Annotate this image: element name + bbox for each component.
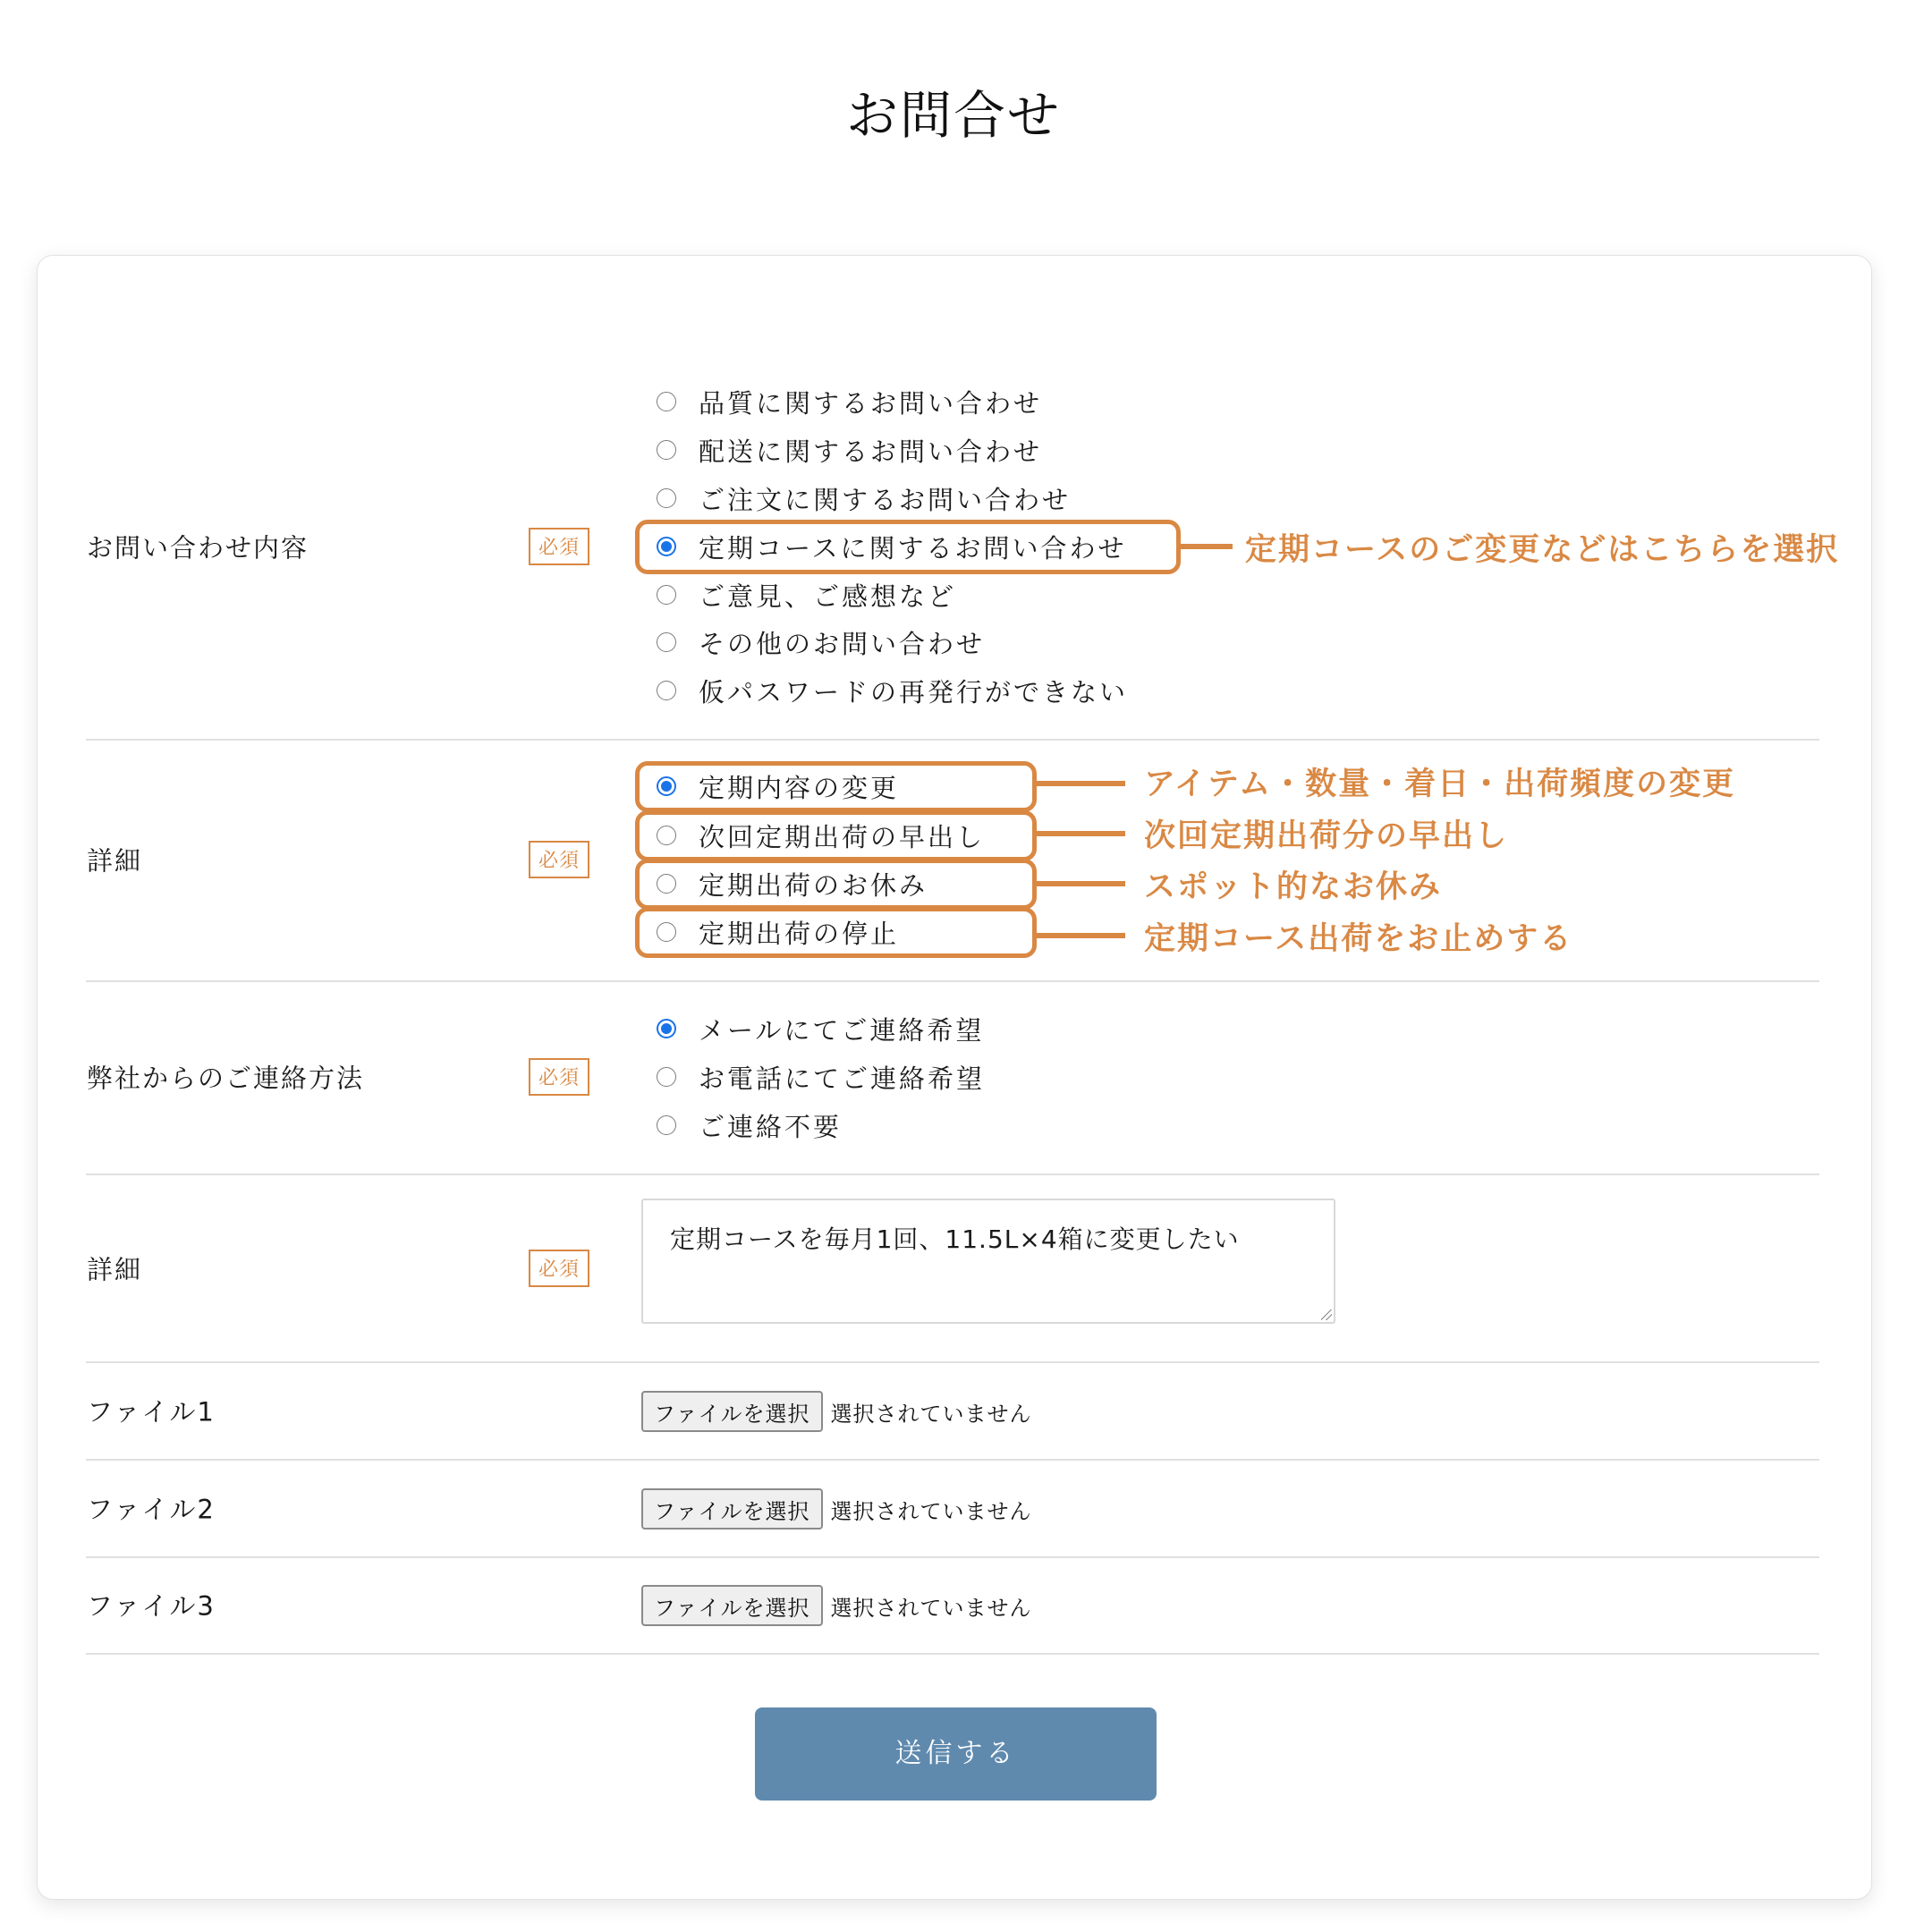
- inquiry-option-delivery[interactable]: [657, 432, 1042, 468]
- radio-button[interactable]: [657, 632, 676, 652]
- annotation-connector: [1036, 781, 1125, 786]
- option-label: その他のお問い合わせ: [699, 628, 986, 659]
- radio-button[interactable]: [657, 392, 676, 411]
- radio-button[interactable]: [657, 585, 676, 605]
- file3-label: ファイル3: [87, 1590, 216, 1622]
- resize-handle-icon[interactable]: [1321, 1309, 1332, 1320]
- highlight-box: [635, 761, 1037, 812]
- annotation-connector: [1036, 933, 1125, 938]
- choose-file-button[interactable]: ファイルを選択: [641, 1585, 823, 1626]
- file3-input[interactable]: [641, 1585, 1032, 1626]
- highlight-box: [635, 907, 1037, 958]
- file-status: 選択されていません: [830, 1498, 1032, 1524]
- highlight-box: [635, 520, 1181, 574]
- radio-button-checked[interactable]: [657, 1019, 676, 1038]
- required-badge: 必須: [529, 1250, 589, 1287]
- option-label: 定期内容の変更: [699, 772, 900, 803]
- row-divider: [86, 1459, 1819, 1461]
- annotation-inquiry-note: 定期コースのご変更などはこちらを選択: [1245, 532, 1840, 568]
- radio-button[interactable]: [657, 440, 676, 460]
- highlight-box: [635, 810, 1037, 861]
- option-label: 仮パスワードの再発行ができない: [699, 676, 1129, 708]
- row-divider: [86, 1361, 1819, 1363]
- submit-button[interactable]: 送信する: [755, 1707, 1157, 1801]
- row-divider: [86, 980, 1819, 982]
- annotation-detail-stop: 定期コース出荷をお止めする: [1144, 921, 1573, 957]
- option-label: 配送に関するお問い合わせ: [699, 436, 1043, 467]
- contact-method-label: 弊社からのご連絡方法: [87, 1063, 365, 1094]
- highlight-box: [635, 859, 1037, 910]
- file-status: 選択されていません: [830, 1595, 1032, 1621]
- file2-label: ファイル2: [87, 1494, 216, 1525]
- choose-file-button[interactable]: ファイルを選択: [641, 1391, 823, 1432]
- annotation-detail-change: アイテム・数量・着日・出荷頻度の変更: [1144, 767, 1736, 802]
- file1-input[interactable]: [641, 1391, 1032, 1432]
- option-label: 品質に関するお問い合わせ: [699, 387, 1043, 419]
- inquiry-option-order[interactable]: [657, 480, 1071, 516]
- file1-label: ファイル1: [87, 1396, 216, 1428]
- inquiry-type-label: お問い合わせ内容: [87, 532, 309, 564]
- choose-file-button[interactable]: ファイルを選択: [641, 1488, 823, 1530]
- detail-type-label: 詳細: [87, 845, 143, 877]
- option-label: 定期コースに関するお問い合わせ: [699, 532, 1127, 564]
- row-divider: [86, 1174, 1819, 1175]
- option-label: メールにてご連絡希望: [699, 1014, 985, 1046]
- detail-text-label: 詳細: [87, 1254, 143, 1285]
- inquiry-option-feedback[interactable]: [657, 577, 956, 613]
- file2-input[interactable]: [641, 1488, 1032, 1530]
- annotation-connector: [1036, 881, 1125, 886]
- inquiry-option-quality[interactable]: [657, 384, 1042, 419]
- required-badge: 必須: [529, 528, 589, 565]
- detail-textarea[interactable]: 定期コースを毎月1回、11.5L×4箱に変更したい: [641, 1199, 1335, 1324]
- annotation-connector: [1180, 544, 1233, 549]
- annotation-detail-pause: スポット的なお休み: [1144, 869, 1443, 905]
- radio-button[interactable]: [657, 1115, 676, 1135]
- inquiry-option-password[interactable]: [657, 673, 1128, 708]
- contact-option-phone[interactable]: [657, 1059, 985, 1095]
- radio-button[interactable]: [657, 1067, 676, 1087]
- option-label: 定期出荷の停止: [699, 918, 900, 949]
- contact-option-none[interactable]: [657, 1107, 842, 1143]
- required-badge: 必須: [529, 1058, 589, 1096]
- option-label: お電話にてご連絡希望: [699, 1063, 986, 1094]
- file-status: 選択されていません: [830, 1401, 1032, 1427]
- required-badge: 必須: [529, 841, 589, 878]
- inquiry-option-other[interactable]: [657, 624, 985, 660]
- row-divider: [86, 1556, 1819, 1558]
- contact-option-email[interactable]: [657, 1011, 984, 1046]
- option-label: ご注文に関するお問い合わせ: [699, 484, 1072, 515]
- row-divider: [86, 1653, 1819, 1655]
- page-title: お問合せ: [845, 85, 1061, 146]
- row-divider: [86, 739, 1819, 741]
- option-label: 次回定期出荷の早出し: [699, 821, 986, 852]
- annotation-connector: [1036, 831, 1125, 836]
- option-label: 定期出荷のお休み: [699, 869, 928, 901]
- radio-button[interactable]: [657, 488, 676, 508]
- option-label: ご意見、ご感想など: [699, 580, 957, 612]
- option-label: ご連絡不要: [699, 1111, 843, 1142]
- radio-button[interactable]: [657, 681, 676, 700]
- annotation-detail-early-ship: 次回定期出荷分の早出し: [1144, 818, 1509, 854]
